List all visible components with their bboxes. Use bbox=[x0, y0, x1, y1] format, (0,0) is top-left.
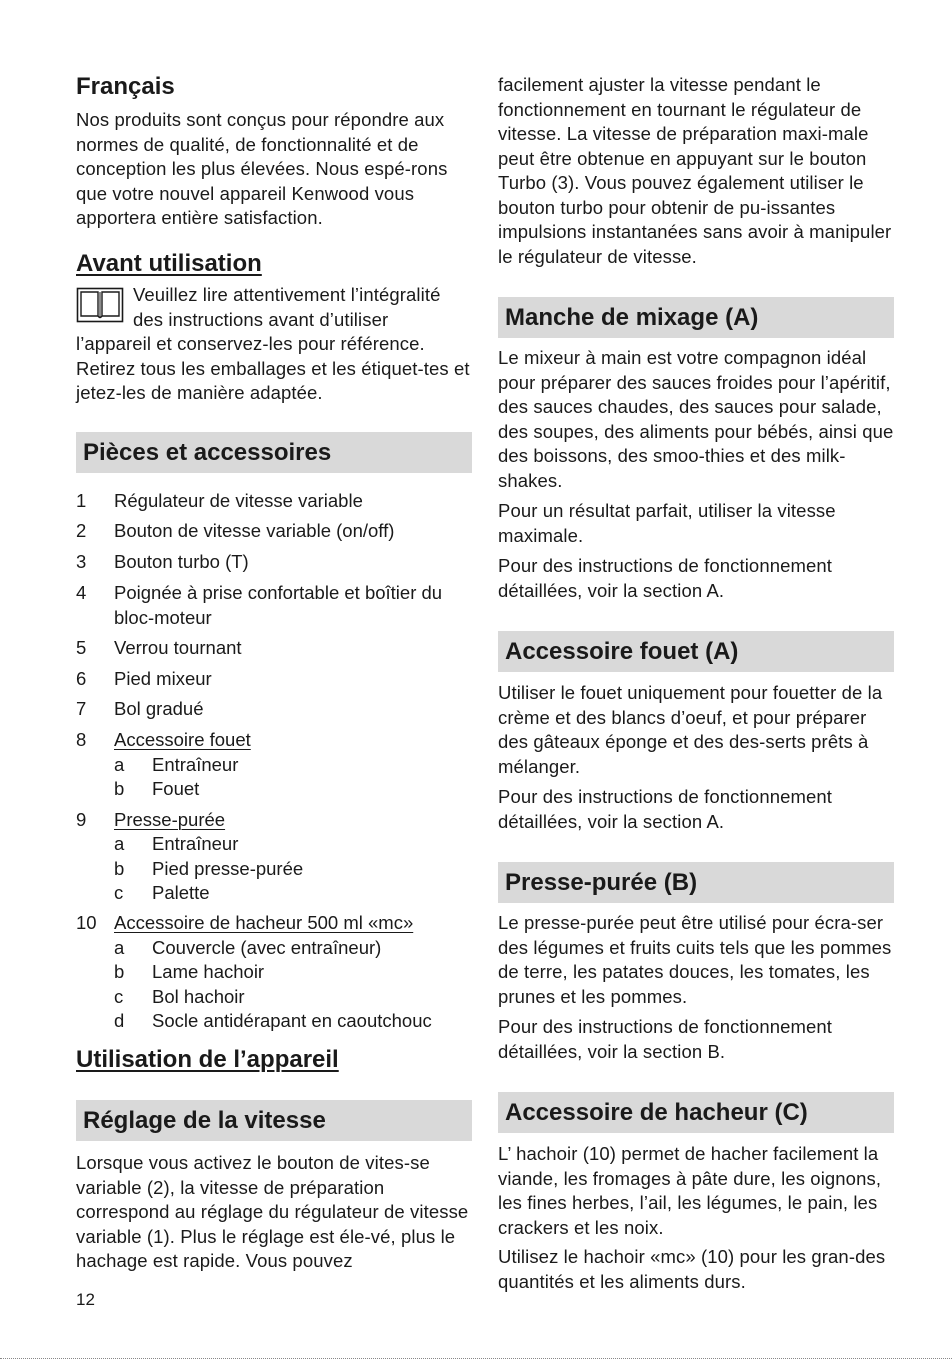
part-label: Régulateur de vitesse variable bbox=[114, 490, 363, 511]
avant-first-lines bbox=[133, 283, 478, 332]
manche-paragraph-3 bbox=[498, 554, 895, 603]
part-number: 6 bbox=[76, 668, 87, 689]
avant-paragraph bbox=[76, 332, 473, 406]
manche-section-heading: Manche de mixage (A) bbox=[498, 297, 894, 338]
presse-text-2: Pour des instructions de fonctionnement détaillées, voir la section B. bbox=[498, 1016, 833, 1062]
subpart-label: Fouet bbox=[152, 778, 200, 799]
part-label: Accessoire fouet bbox=[114, 729, 251, 750]
subpart-label: Palette bbox=[152, 882, 210, 903]
hacheur-paragraph-1 bbox=[498, 1142, 895, 1240]
part-label: Bouton de vitesse variable (on/off) bbox=[114, 520, 395, 541]
language-title: Français bbox=[76, 73, 175, 100]
part-number: 4 bbox=[76, 582, 87, 603]
subpart-letter: a bbox=[114, 754, 125, 775]
subpart-letter: d bbox=[114, 1010, 125, 1031]
subpart-label: Entraîneur bbox=[152, 754, 239, 775]
manche-text-1: Le mixeur à main est votre compagnon idéal pour préparer des sauces froides pour l’apéritif, des sauces chaudes, des sauces pour salade, des soupes, des aliments pour bébés, ainsi que des boissons, des smoo-thies et des milk-shakes. bbox=[498, 347, 894, 491]
part-number: 5 bbox=[76, 637, 87, 658]
fouet-paragraph-1 bbox=[498, 681, 895, 779]
hacheur-paragraph-2 bbox=[498, 1245, 895, 1294]
presse-text-1: Le presse-purée peut être utilisé pour écra-ser des légumes et fruits cuits tels que les pommes de terre, les patates douces, les tomates, les prunes et les pommes. bbox=[498, 912, 892, 1007]
hacheur-text-2: Utilisez le hachoir «mc» (10) pour les gran-des quantités et les aliments durs. bbox=[498, 1246, 886, 1292]
part-label: Verrou tournant bbox=[114, 637, 242, 658]
subpart-label: Lame hachoir bbox=[152, 961, 265, 982]
part-number: 2 bbox=[76, 520, 87, 541]
presse-paragraph-2 bbox=[498, 1015, 895, 1064]
reglage-text: Lorsque vous activez le bouton de vites-se variable (2), la vitesse de préparation correspond au réglage du régulateur de vitesse variable (1). Plus le réglage est éle-vé, plus le hachage est rapide. Vous pouvez bbox=[76, 1152, 469, 1271]
page-number: 12 bbox=[76, 1290, 95, 1309]
part-number: 3 bbox=[76, 551, 87, 572]
part-number: 8 bbox=[76, 729, 87, 750]
presse-paragraph-1 bbox=[498, 911, 895, 1009]
page-bottom-divider bbox=[0, 1358, 952, 1359]
manche-paragraph-2 bbox=[498, 499, 895, 548]
part-number: 10 bbox=[76, 912, 97, 933]
intro-text: Nos produits sont conçus pour répondre aux normes de qualité, de fonctionnalité et de conception les plus élevées. Nous espé-rons que votre nouvel appareil Kenwood vous apportera entière satisfaction. bbox=[76, 109, 448, 228]
fouet-text-2: Pour des instructions de fonctionnement détaillées, voir la section A. bbox=[498, 786, 833, 832]
fouet-paragraph-2 bbox=[498, 785, 895, 834]
part-number: 7 bbox=[76, 698, 87, 719]
utilisation-heading: Utilisation de l’appareil bbox=[76, 1046, 339, 1073]
subpart-letter: c bbox=[114, 986, 124, 1007]
part-label: Accessoire de hacheur 500 ml «mc» bbox=[114, 912, 414, 933]
avant-utilisation-heading: Avant utilisation bbox=[76, 250, 262, 277]
subpart-letter: a bbox=[114, 833, 125, 854]
hacheur-text-1: L’ hachoir (10) permet de hacher facilement la viande, les fromages à pâte dure, les oignons, les fines herbes, l’ail, les légumes, le pain, les crackers et les noix. bbox=[498, 1143, 882, 1238]
subpart-letter: c bbox=[114, 882, 124, 903]
subpart-letter: a bbox=[114, 937, 125, 958]
part-label: Bol gradué bbox=[114, 698, 204, 719]
subpart-label: Entraîneur bbox=[152, 833, 239, 854]
manche-paragraph-1 bbox=[498, 346, 895, 493]
open-book-icon bbox=[76, 287, 124, 323]
part-label: Poignée à prise confortable et boîtier du bloc-moteur bbox=[114, 582, 443, 628]
part-number: 9 bbox=[76, 809, 87, 830]
avant-line-2: des instructions avant d’utiliser bbox=[133, 308, 389, 330]
pieces-section-heading: Pièces et accessoires bbox=[76, 432, 472, 473]
subpart-label: Bol hachoir bbox=[152, 986, 245, 1007]
subpart-letter: b bbox=[114, 778, 125, 799]
part-label: Presse-purée bbox=[114, 809, 226, 830]
reglage-continued-text: facilement ajuster la vitesse pendant le fonctionnement en tournant le régulateur de vitesse. La vitesse de préparation maxi-male peut être obtenue en appuyant sur le bouton Turbo (3). Vous pouvez également utiliser le bouton turbo pour obtenir de pu-issantes impulsions instantanées sans avoir à manipuler le régulateur de vitesse. bbox=[498, 74, 892, 267]
part-label: Pied mixeur bbox=[114, 668, 212, 689]
presse-section-heading: Presse-purée (B) bbox=[498, 862, 894, 903]
subpart-letter: b bbox=[114, 858, 125, 879]
manche-text-2: Pour un résultat parfait, utiliser la vitesse maximale. bbox=[498, 500, 836, 546]
part-number: 1 bbox=[76, 490, 87, 511]
fouet-text-1: Utiliser le fouet uniquement pour fouetter de la crème et des blancs d’oeuf, et pour préparer des gâteaux éponge et des des-serts prêts à mélanger. bbox=[498, 682, 883, 777]
hacheur-section-heading: Accessoire de hacheur (C) bbox=[498, 1092, 894, 1133]
avant-line-1: Veuillez lire attentivement l’intégralité bbox=[133, 284, 441, 305]
intro-paragraph bbox=[76, 108, 473, 231]
subpart-label: Socle antidérapant en caoutchouc bbox=[152, 1010, 432, 1031]
subpart-label: Pied presse-purée bbox=[152, 858, 304, 879]
fouet-section-heading: Accessoire fouet (A) bbox=[498, 631, 894, 672]
avant-text: l’appareil et conservez-les pour référence. Retirez tous les emballages et les étiquet-tes et jetez-les de manière adaptée. bbox=[76, 333, 470, 403]
manche-text-3: Pour des instructions de fonctionnement détaillées, voir la section A. bbox=[498, 555, 833, 601]
subpart-letter: b bbox=[114, 961, 125, 982]
reglage-section-heading: Réglage de la vitesse bbox=[76, 1100, 472, 1141]
part-label: Bouton turbo (T) bbox=[114, 551, 249, 572]
reglage-continued-paragraph bbox=[498, 73, 895, 269]
reglage-paragraph bbox=[76, 1151, 474, 1274]
subpart-label: Couvercle (avec entraîneur) bbox=[152, 937, 382, 958]
